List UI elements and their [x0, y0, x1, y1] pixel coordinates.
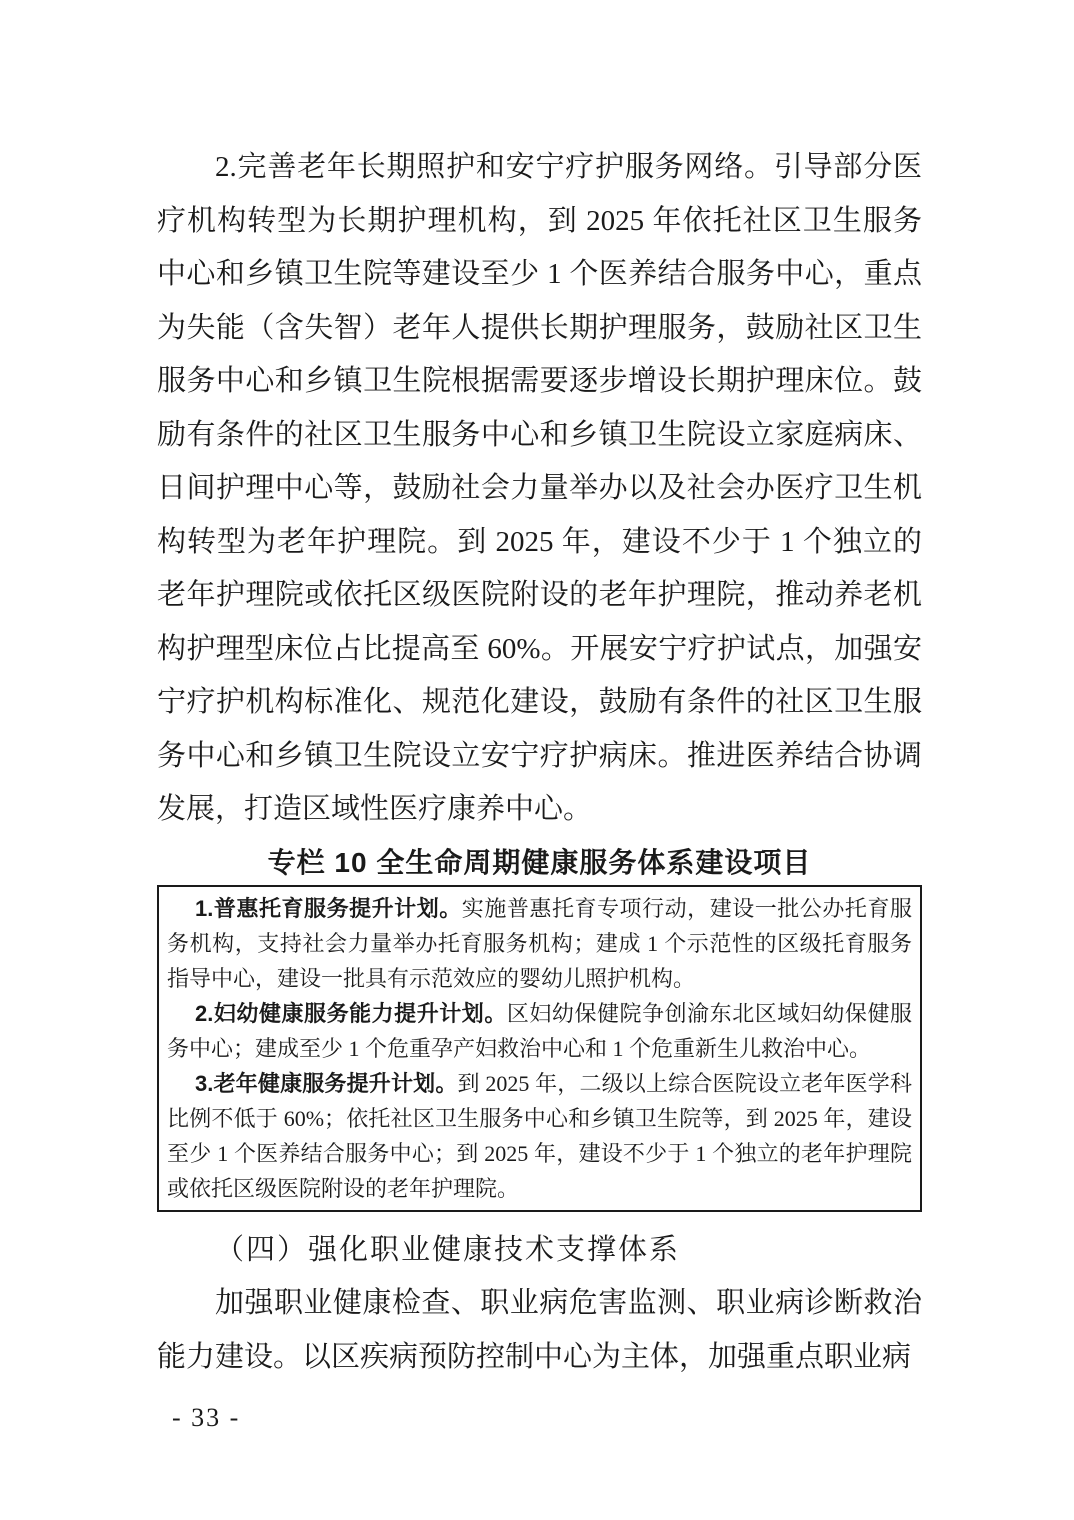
column-box: [157, 885, 922, 1212]
body-paragraph-2: 加强职业健康检查、职业病危害监测、职业病诊断救治能力建设。以区疾病预防控制中心为主体，加强重点职业病: [157, 1287, 922, 1373]
box-item-1-text: 实施普惠托育专项行动，建设一批公办托育服务机构，支持社会力量举办托育服务机构；建成 1 个示范性的区级托育服务指导中心，建设一批具有示范效应的婴幼儿照护机构。: [167, 895, 912, 991]
page-number: - 33 -: [172, 1403, 241, 1432]
document-content: [157, 141, 922, 1384]
box-item-2-text: 区妇幼保健院争创渝东北区域妇幼保健服务中心；建成至少 1 个危重孕产妇救治中心和 1 个危重新生儿救治中心。: [167, 1000, 912, 1061]
box-item-1: [167, 891, 912, 996]
section-heading: （四）强化职业健康技术支撑体系: [215, 1233, 681, 1266]
box-item-1-label: 1.普惠托育服务提升计划。: [195, 895, 462, 921]
body-paragraph-1: 2.完善老年长期照护和安宁疗护服务网络。引导部分医疗机构转型为长期护理机构，到 2025 年依托社区卫生服务中心和乡镇卫生院等建设至少 1 个医养结合服务中心，重点为失能（含失智）老年人提供长期护理服务，鼓励社区卫生服务中心和乡镇卫生院根据需要逐步增设长期护理床位。鼓励有条件的社区卫生服务中心和乡镇卫生院设立家庭病床、日间护理中心等，鼓励社会力量举办以及社会办医疗卫生机构转型为老年护理院。到 2025 年，建设不少于 1 个独立的老年护理院或依托区级医院附设的老年护理院，推动养老机构护理型床位占比提高至 60%。开展安宁疗护试点，加强安宁疗护机构标准化、规范化建设，鼓励有条件的社区卫生服务中心和乡镇卫生院设立安宁疗护病床。推进医养结合协调发展，打造区域性医疗康养中心。: [157, 151, 922, 825]
box-item-3: [167, 1066, 912, 1206]
box-item-3-label: 3.老年健康服务提升计划。: [195, 1070, 458, 1096]
box-item-2: [167, 996, 912, 1066]
box-item-2-label: 2.妇幼健康服务能力提升计划。: [195, 1000, 507, 1026]
column-box-title: 专栏 10 全生命周期健康服务体系建设项目: [267, 846, 812, 878]
box-item-3-text: 到 2025 年，二级以上综合医院设立老年医学科比例不低于 60%；依托社区卫生服务中心和乡镇卫生院等，到 2025 年，建设至少 1 个医养结合服务中心；到 2025 年，建设不少于 1 个独立的老年护理院或依托区级医院附设的老年护理院。: [167, 1070, 912, 1201]
